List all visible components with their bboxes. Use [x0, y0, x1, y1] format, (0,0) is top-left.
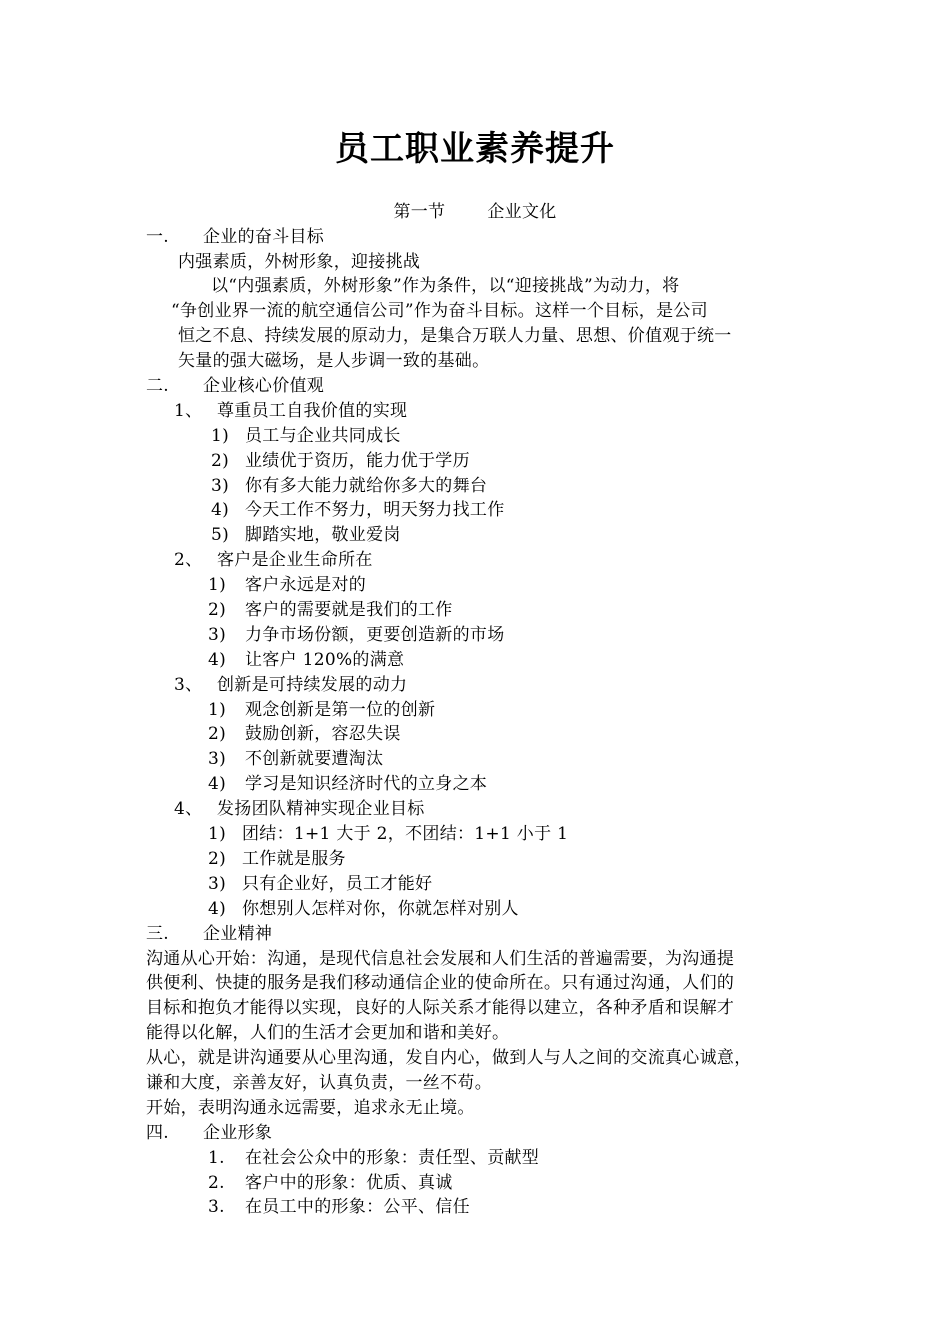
- part2-heading: 企业核心价值观: [203, 376, 325, 396]
- document-title: 员工职业素养提升: [335, 129, 615, 169]
- list-item: 学习是知识经济时代的立身之本: [245, 774, 488, 794]
- part3-paragraph-line: 沟通从心开始：沟通，是现代信息社会发展和人们生活的普遍需要，为沟通提: [146, 949, 735, 969]
- list-item: 力争市场份额，更要创造新的市场: [245, 625, 505, 645]
- list-item: 团结：1+1 大于 2，不团结：1+1 小于 1: [242, 824, 569, 844]
- list-item-number: 3): [208, 749, 227, 769]
- list-item: 不创新就要遭淘汰: [245, 749, 384, 769]
- list-item-number: 3): [208, 625, 227, 645]
- list-item: 业绩优于资历，能力优于学历: [245, 451, 470, 471]
- list-item-number: 2): [208, 849, 227, 869]
- list-item-number: 4): [208, 774, 227, 794]
- part3-paragraph-line: 供便利、快捷的服务是我们移动通信企业的使命所在。只有通过沟通，人们的: [146, 973, 735, 993]
- list-item-number: 1): [208, 700, 227, 720]
- list-item-number: 2.: [208, 1173, 225, 1193]
- list-item: 今天工作不努力，明天努力找工作: [245, 500, 505, 520]
- list-item: 客户永远是对的: [245, 575, 367, 595]
- part1-paragraph-line: “争创业界一流的航空通信公司”作为奋斗目标。这样一个目标，是公司: [171, 301, 708, 321]
- part1-paragraph-line: 以“内强素质，外树形象”作为条件，以“迎接挑战”为动力，将: [211, 276, 680, 296]
- value-group-title: 创新是可持续发展的动力: [217, 675, 408, 695]
- list-item: 脚踏实地，敬业爱岗: [245, 525, 401, 545]
- part4-heading: 企业形象: [203, 1123, 273, 1143]
- list-item-number: 4): [208, 650, 227, 670]
- list-item-number: 3): [211, 476, 230, 496]
- value-group-number: 1、: [174, 401, 203, 421]
- value-group-number: 2、: [174, 550, 203, 570]
- list-item: 在社会公众中的形象：责任型、贡献型: [245, 1148, 540, 1168]
- value-group-title: 发扬团队精神实现企业目标: [217, 799, 425, 819]
- part3-paragraph-line: 能得以化解，人们的生活才会更加和谐和美好。: [146, 1023, 510, 1043]
- list-item: 你想别人怎样对你，你就怎样对别人: [242, 899, 519, 919]
- list-item-number: 2): [208, 600, 227, 620]
- value-group-title: 尊重员工自我价值的实现: [217, 401, 408, 421]
- part1-number: 一.: [146, 227, 170, 247]
- part3-paragraph-line: 从心，就是讲沟通要从心里沟通，发自内心，做到人与人之间的交流真心诚意，: [146, 1048, 752, 1068]
- list-item-number: 2): [211, 451, 230, 471]
- list-item-number: 4): [208, 899, 227, 919]
- list-item-number: 1.: [208, 1148, 225, 1168]
- list-item: 鼓励创新，容忍失误: [245, 724, 401, 744]
- part3-heading: 企业精神: [203, 924, 273, 944]
- list-item-number: 3): [208, 874, 227, 894]
- list-item-number: 5): [211, 525, 230, 545]
- part1-heading: 企业的奋斗目标: [203, 227, 325, 247]
- list-item-number: 1): [211, 426, 230, 446]
- section-title: 企业文化: [487, 202, 557, 222]
- list-item: 客户的需要就是我们的工作: [245, 600, 453, 620]
- part1-paragraph-line: 恒之不息、持续发展的原动力，是集合万联人力量、思想、价值观于统一: [178, 326, 732, 346]
- list-item: 只有企业好，员工才能好: [242, 874, 433, 894]
- list-item: 客户中的形象：优质、真诚: [245, 1173, 453, 1193]
- part3-paragraph-line: 谦和大度，亲善友好，认真负责，一丝不苟。: [146, 1073, 492, 1093]
- value-group-number: 4、: [174, 799, 203, 819]
- list-item: 你有多大能力就给你多大的舞台: [245, 476, 488, 496]
- list-item-number: 2): [208, 724, 227, 744]
- section-label: 第一节: [393, 202, 446, 222]
- part2-number: 二.: [146, 376, 170, 396]
- part1-paragraph-line: 矢量的强大磁场，是人步调一致的基础。: [178, 351, 490, 371]
- section-heading: [0, 200, 950, 224]
- list-item-number: 4): [211, 500, 230, 520]
- list-item-number: 1): [208, 824, 227, 844]
- part3-number: 三.: [146, 924, 170, 944]
- list-item: 观念创新是第一位的创新: [245, 700, 436, 720]
- list-item: 员工与企业共同成长: [245, 426, 401, 446]
- list-item-number: 3.: [208, 1197, 225, 1217]
- part3-paragraph-line: 目标和抱负才能得以实现，良好的人际关系才能得以建立，各种矛盾和误解才: [146, 998, 735, 1018]
- part3-paragraph-line: 开始，表明沟通永远需要，追求永无止境。: [146, 1098, 475, 1118]
- list-item: 工作就是服务: [242, 849, 346, 869]
- list-item: 在员工中的形象：公平、信任: [245, 1197, 470, 1217]
- value-group-number: 3、: [174, 675, 203, 695]
- value-group-title: 客户是企业生命所在: [217, 550, 373, 570]
- part1-slogan: 内强素质，外树形象，迎接挑战: [178, 252, 421, 272]
- part4-number: 四.: [146, 1123, 170, 1143]
- list-item-number: 1): [208, 575, 227, 595]
- list-item: 让客户 120%的满意: [245, 650, 405, 670]
